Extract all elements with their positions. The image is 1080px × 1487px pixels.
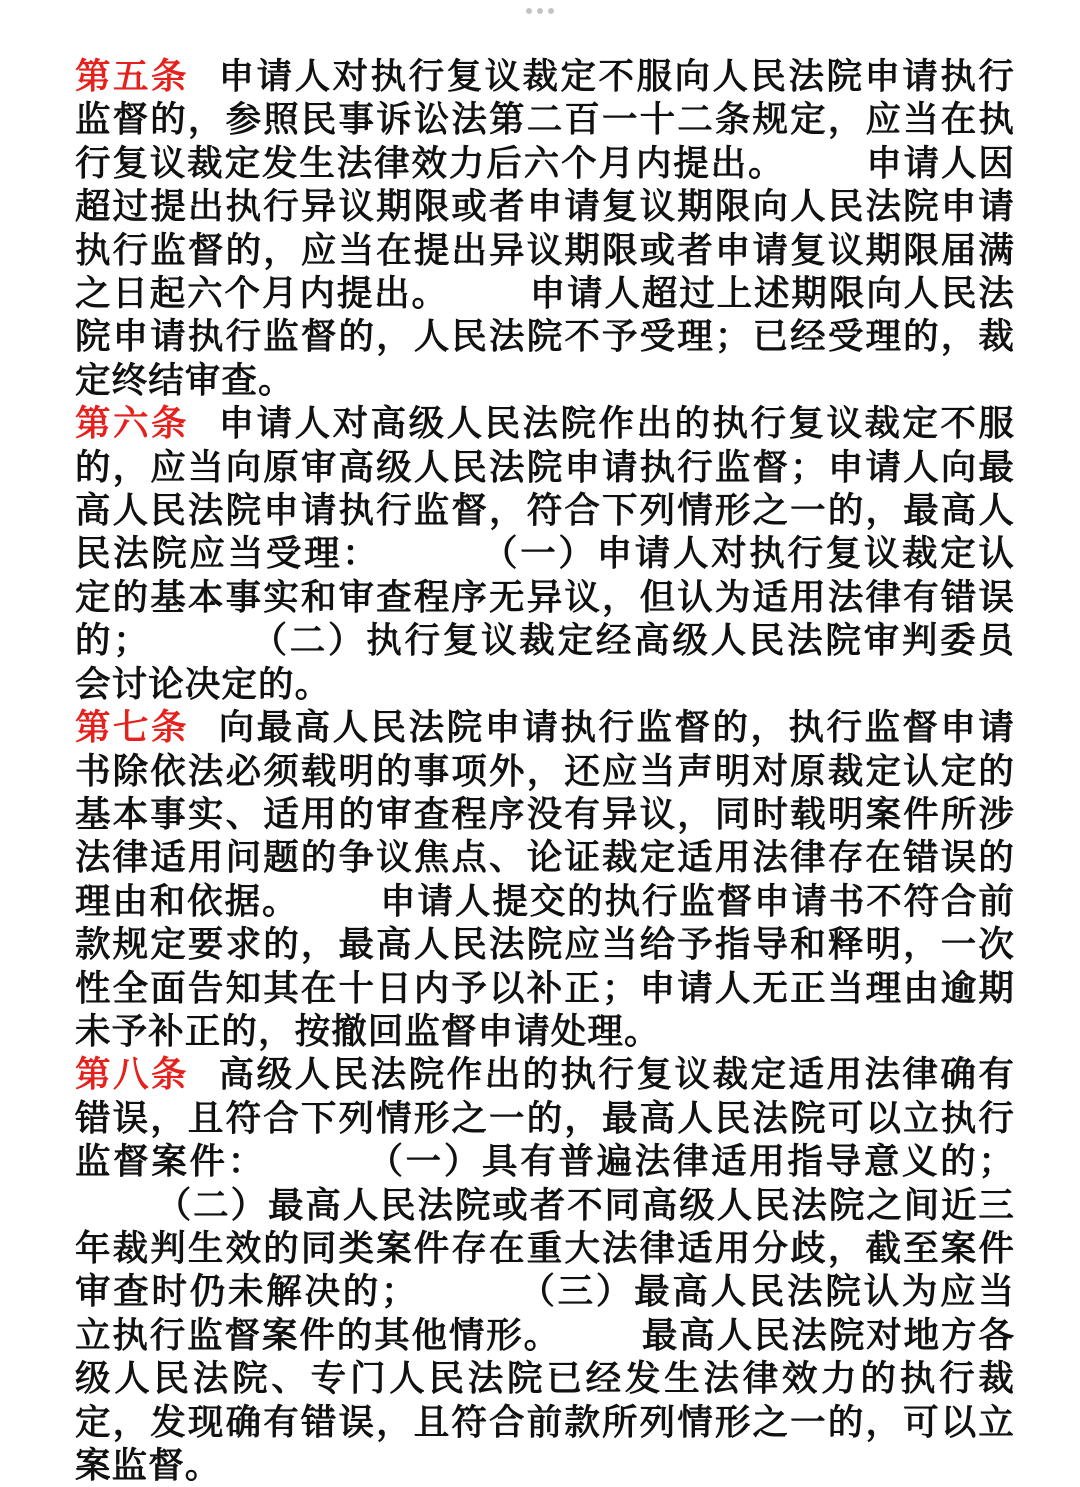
article-text: （一）具有普遍法律适用指导意义的；: [365, 1141, 1015, 1183]
article-text: （二）执行复议裁定经高级人民法院审判委员会讨论决定的。: [75, 620, 1015, 705]
article-8: [75, 1053, 1015, 1487]
article-text: （三）最高人民法院认为应当立执行监督案件的其他情形。: [75, 1271, 1015, 1356]
article-text: 申请人对执行复议裁定不服向人民法院申请执行监督的，参照民事诉讼法第二百一十二条规定，应当在执行复议裁定发生法律效力后六个月内提出。: [75, 56, 1015, 184]
article-text: 申请人因超过提出执行异议期限或者申请复议期限向人民法院申请执行监督的，应当在提出异议期限或者申请复议期限届满之日起六个月内提出。: [75, 142, 1016, 315]
article-title: 第七条: [75, 707, 189, 749]
article-title: 第八条: [75, 1054, 189, 1096]
article-text: （一）申请人对执行复议裁定认定的基本事实和审查程序无异议，但认为适用法律有错误的；: [75, 533, 1015, 662]
article-text: 申请人提交的执行监督申请书不符合前款规定要求的，最高人民法院应当给予指导和释明，一次性全面告知其在十日内予以补正；申请人无正当理由逾期未予补正的，按撤回监督申请处理。: [75, 880, 1016, 1052]
article-5: [75, 55, 1015, 402]
article-text: （二）最高人民法院或者不同高级人民法院之间近三年裁判生效的同类案件存在重大法律适用分歧，截至案件审查时仍未解决的；: [75, 1184, 1015, 1313]
article-text: 向最高人民法院申请执行监督的，执行监督申请书除依法必须载明的事项外，还应当声明对原裁定认定的基本事实、适用的审查程序没有异议，同时载明案件所涉法律适用问题的争议焦点、论证裁定适用法律存在错误的理由和依据。: [75, 707, 1015, 922]
more-dots-icon[interactable]: [526, 8, 554, 14]
article-text: 申请人超过上述期限向人民法院申请执行监督的，人民法院不予受理；已经受理的，裁定终结审查。: [75, 273, 1015, 401]
article-6: [75, 402, 1015, 706]
article-text: 申请人对高级人民法院作出的执行复议裁定不服的，应当向原审高级人民法院申请执行监督；申请人向最高人民法院申请执行监督，符合下列情形之一的，最高人民法院应当受理：: [75, 403, 1015, 575]
article-7: [75, 706, 1015, 1053]
article-text: 最高人民法院对地方各级人民法院、专门人民法院已经发生法律效力的执行裁定，发现确有错误，且符合前款所列情形之一的，可以立案监督。: [75, 1314, 1015, 1486]
article-text: 高级人民法院作出的执行复议裁定适用法律确有错误，且符合下列情形之一的，最高人民法院可以立执行监督案件：: [75, 1054, 1015, 1183]
article-title: 第六条: [75, 403, 189, 445]
document-body: [75, 55, 1015, 1487]
article-title: 第五条: [75, 56, 189, 97]
